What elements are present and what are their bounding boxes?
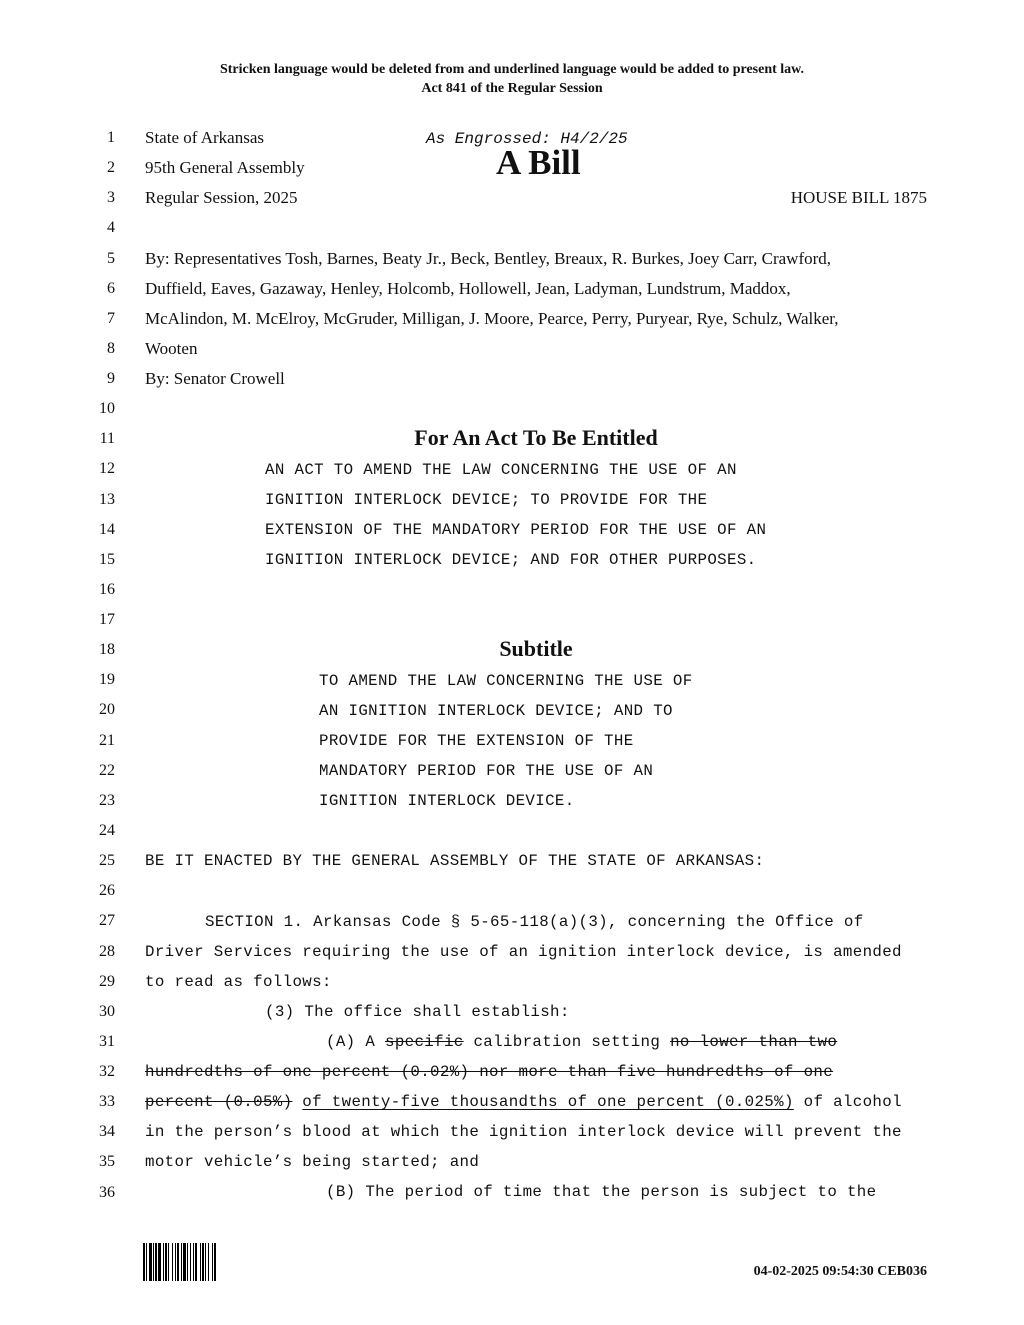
- line-number: 15: [99, 550, 115, 568]
- underlined-text: of twenty-five thousandths of one percent (0.025%): [302, 1093, 794, 1111]
- text-run: [292, 1093, 302, 1111]
- text-run: calibration setting: [463, 1033, 671, 1051]
- line-number: 30: [99, 1002, 115, 1020]
- line-number: 28: [99, 942, 115, 960]
- line-number: 36: [99, 1183, 115, 1201]
- footer-stamp: 04-02-2025 09:54:30 CEB036: [753, 1264, 927, 1279]
- line-number: 19: [99, 671, 115, 689]
- line-number: 7: [107, 309, 115, 327]
- stricken-text: specific: [384, 1033, 464, 1051]
- body-line-28: Driver Services requiring the use of an ignition interlock device, is amended: [145, 943, 902, 961]
- entitled-line-1: AN ACT TO AMEND THE LAW CONCERNING THE USE OF AN: [265, 461, 737, 479]
- stricken-text: percent (0.05%): [145, 1093, 293, 1111]
- line-number: 20: [99, 701, 115, 719]
- line-number: 31: [99, 1032, 115, 1050]
- assembly-label: 95th General Assembly: [145, 158, 305, 177]
- sponsors-line-2: Duffield, Eaves, Gazaway, Henley, Holcomb, Hollowell, Jean, Ladyman, Lundstrum, Maddox,: [145, 279, 791, 298]
- body-line-29: to read as follows:: [145, 973, 332, 991]
- line-number: 13: [99, 490, 115, 508]
- body-line-35: motor vehicle’s being started; and: [145, 1153, 480, 1171]
- subtitle-line-1: TO AMEND THE LAW CONCERNING THE USE OF: [319, 672, 693, 690]
- session-label: Regular Session, 2025: [145, 188, 298, 207]
- line-number: 5: [107, 249, 115, 267]
- body-line-27: SECTION 1. Arkansas Code § 5-65-118(a)(3), concerning the Office of: [205, 913, 864, 931]
- line-number: 23: [99, 791, 115, 809]
- line-number: 14: [99, 520, 115, 538]
- bill-number: HOUSE BILL 1875: [790, 188, 927, 207]
- line-number: 21: [99, 731, 115, 749]
- line-number: 26: [99, 882, 115, 900]
- body-line-30: (3) The office shall establish:: [265, 1003, 570, 1021]
- entitled-line-3: EXTENSION OF THE MANDATORY PERIOD FOR THE USE OF AN: [265, 521, 767, 539]
- entitled-line-4: IGNITION INTERLOCK DEVICE; AND FOR OTHER PURPOSES.: [265, 551, 757, 569]
- line-number: 22: [99, 761, 115, 779]
- amendment-notice: Stricken language would be deleted from and underlined language would be added to present law.: [219, 62, 805, 77]
- body-line-34: in the person’s blood at which the ignition interlock device will prevent the: [145, 1123, 902, 1141]
- sponsors-line-4: Wooten: [145, 339, 198, 358]
- line-number: 3: [107, 189, 115, 207]
- subtitle-line-3: PROVIDE FOR THE EXTENSION OF THE: [319, 732, 634, 750]
- line-number: 2: [107, 159, 115, 177]
- line-number: 1: [107, 129, 115, 146]
- line-number: 17: [99, 611, 115, 629]
- body-line-33: [145, 1093, 902, 1111]
- body-line-36: (B) The period of time that the person is subject to the: [326, 1183, 877, 1201]
- line-number: 16: [99, 580, 115, 598]
- bill-title: A Bill: [496, 143, 581, 182]
- subtitle-line-5: IGNITION INTERLOCK DEVICE.: [319, 792, 575, 810]
- line-number: 33: [99, 1093, 115, 1111]
- line-number: 25: [99, 852, 115, 870]
- line-number: 12: [99, 460, 115, 478]
- barcode: [143, 1243, 275, 1281]
- state-label: State of Arkansas: [145, 128, 264, 147]
- line-number: 11: [99, 430, 115, 448]
- sponsors-line-3: McAlindon, M. McElroy, McGruder, Milligan, J. Moore, Pearce, Perry, Puryear, Rye, Schulz, Walker,: [145, 309, 839, 328]
- stricken-text: hundredths of one percent (0.02%) nor more than five hundredths of one: [145, 1063, 834, 1081]
- engrossed-stamp: As Engrossed: H4/2/25: [426, 130, 628, 148]
- line-number: 18: [99, 641, 115, 659]
- subtitle-line-4: MANDATORY PERIOD FOR THE USE OF AN: [319, 762, 654, 780]
- subtitle-heading: Subtitle: [499, 636, 573, 661]
- line-number: 4: [107, 219, 115, 237]
- line-number: 34: [99, 1123, 115, 1141]
- line-number: 6: [107, 279, 115, 297]
- body-line-32: [145, 1063, 833, 1081]
- stricken-text: no lower than two: [670, 1033, 838, 1051]
- act-number: Act 841 of the Regular Session: [421, 81, 603, 96]
- sponsors-line-1: By: Representatives Tosh, Barnes, Beaty Jr., Beck, Bentley, Breaux, R. Burkes, Joey Carr, Crawford,: [145, 249, 832, 268]
- line-number: 29: [99, 972, 115, 990]
- senate-sponsor: By: Senator Crowell: [145, 369, 285, 388]
- text-run: (A) A: [326, 1033, 385, 1051]
- text-run: of alcohol: [793, 1093, 902, 1111]
- entitled-line-2: IGNITION INTERLOCK DEVICE; TO PROVIDE FOR THE: [265, 491, 708, 509]
- entitled-heading: For An Act To Be Entitled: [414, 425, 658, 450]
- line-number: 8: [107, 339, 115, 357]
- line-number: 32: [99, 1063, 115, 1081]
- line-number: 24: [99, 821, 115, 839]
- subtitle-line-2: AN IGNITION INTERLOCK DEVICE; AND TO: [319, 702, 673, 720]
- enacting-clause: BE IT ENACTED BY THE GENERAL ASSEMBLY OF THE STATE OF ARKANSAS:: [145, 852, 765, 870]
- line-number: 9: [107, 370, 115, 388]
- line-number: 27: [99, 912, 115, 930]
- body-line-31: [326, 1033, 837, 1051]
- barcode-bar: [216, 1243, 217, 1281]
- line-number: 35: [99, 1153, 115, 1171]
- line-number: 10: [99, 400, 115, 418]
